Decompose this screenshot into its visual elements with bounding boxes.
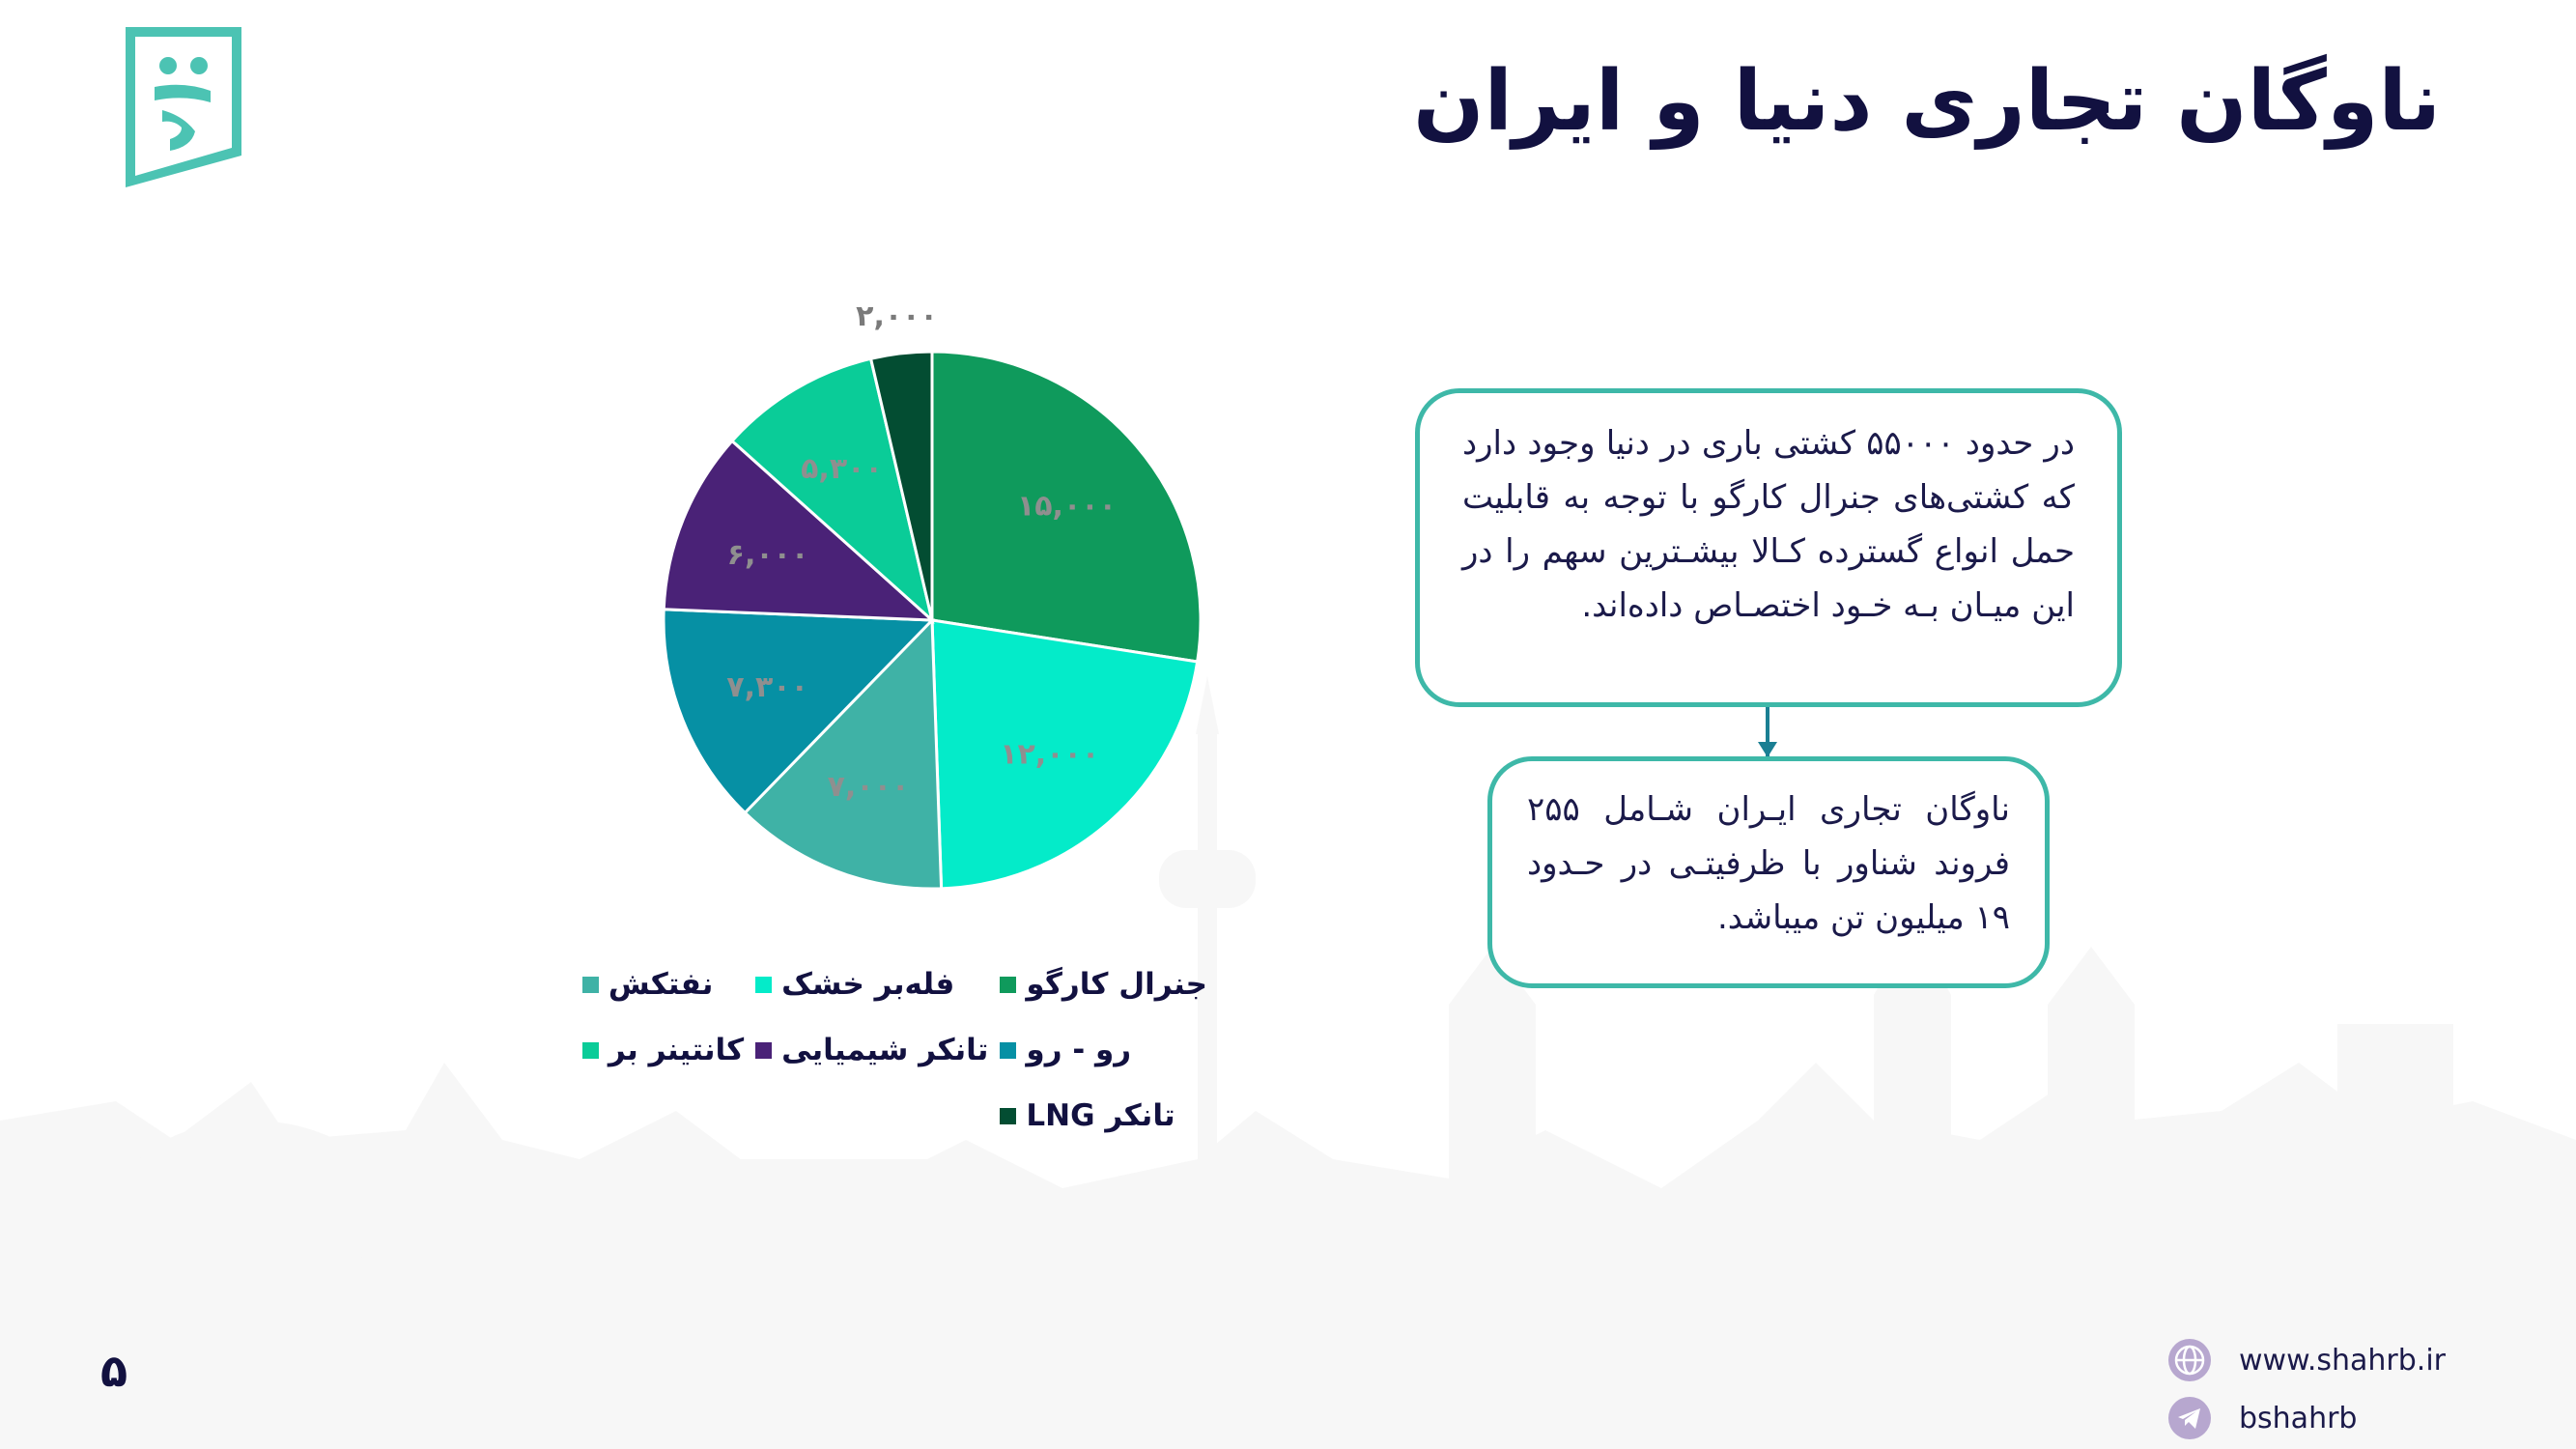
data-label: ۱۵,۰۰۰ — [1016, 489, 1117, 524]
globe-icon — [2167, 1338, 2212, 1382]
footer-website[interactable] — [2167, 1335, 2446, 1385]
legend-item — [755, 961, 988, 1008]
info-box-text: در حدود ۵۵۰۰۰ کشتی باری در دنیا وجود دارد که کشتی‌های جنرال کارگو با توجه به قابلیت حمل انواع گسترده کـالا بیشـترین سهم را در این میـان بـه خـود اختصـاص داده‌اند. — [1462, 424, 2075, 625]
legend-item — [755, 1027, 988, 1073]
legend-swatch — [1000, 1108, 1016, 1124]
legend-swatch — [582, 1042, 599, 1059]
telegram-handle: bshahrb — [2239, 1401, 2358, 1435]
legend-label: فله‌بر خشک — [781, 967, 955, 1002]
legend-label: نفتکش — [608, 967, 714, 1002]
legend-item — [1000, 1027, 1207, 1073]
info-box-world-fleet — [1415, 388, 2122, 707]
data-label: ۵,۳۰۰ — [801, 452, 883, 487]
legend-item — [582, 1027, 744, 1073]
chart-legend — [609, 961, 1207, 1139]
legend-swatch — [582, 977, 599, 993]
legend-label: کانتینر بر — [608, 1033, 745, 1067]
data-label: ۷,۳۰۰ — [726, 670, 808, 705]
legend-swatch — [1000, 1042, 1016, 1059]
legend-item — [582, 961, 744, 1008]
data-label: ۷,۰۰۰ — [827, 770, 910, 805]
pie-chart — [637, 290, 1236, 908]
legend-label: تانکر LNG — [1026, 1098, 1175, 1133]
page-number: ۵ — [100, 1345, 128, 1397]
legend-label: تانکر شیمیایی — [781, 1033, 989, 1067]
connector-arrow-icon — [1758, 742, 1777, 757]
footer-telegram[interactable] — [2167, 1393, 2357, 1443]
iran-box-text: ناوگان تجاری ایـران شـامل ۲۵۵ فروند شناور با ظرفیتـی در حـدود ۱۹ میلیون تن میباشد. — [1527, 790, 2010, 937]
telegram-icon — [2167, 1396, 2212, 1440]
data-label: ۲,۰۰۰ — [856, 299, 938, 334]
page-title: ناوگان تجاری دنیا و ایران — [1413, 53, 2441, 150]
legend-item — [1000, 1093, 1207, 1139]
legend-swatch — [1000, 977, 1016, 993]
brand-logo — [124, 25, 243, 189]
website-link[interactable]: www.shahrb.ir — [2239, 1343, 2447, 1378]
data-label: ۶,۰۰۰ — [726, 538, 809, 573]
info-box-iran-fleet — [1487, 756, 2050, 988]
data-label: ۱۲,۰۰۰ — [1000, 737, 1100, 772]
legend-item — [1000, 961, 1207, 1008]
legend-swatch — [755, 1042, 772, 1059]
legend-swatch — [755, 977, 772, 993]
legend-label: رو - رو — [1026, 1033, 1132, 1067]
legend-label: جنرال کارگو — [1026, 967, 1207, 1002]
